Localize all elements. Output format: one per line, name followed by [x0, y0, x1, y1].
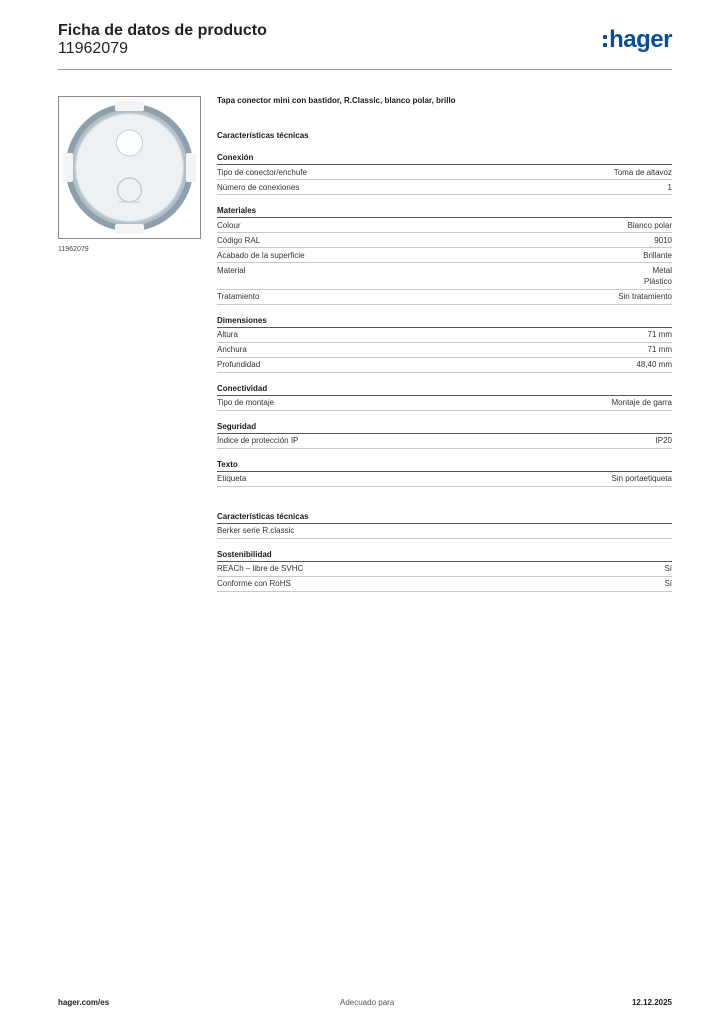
- section-heading: Conexión: [217, 152, 672, 165]
- spec-label: Tipo de conector/enchufe: [217, 167, 307, 177]
- spec-value: Montaje de garra: [611, 398, 672, 407]
- spec-value: Blanco polar: [627, 220, 672, 230]
- spec-row: [217, 248, 672, 263]
- spec-label: Material: [217, 265, 246, 275]
- footer-date: 12.12.2025: [631, 998, 672, 1007]
- spec-value: Sí: [664, 564, 672, 573]
- spec-value: Brillante: [643, 250, 672, 260]
- spec-row: [217, 524, 672, 539]
- section-heading: Dimensiones: [217, 315, 672, 328]
- spec-row: [217, 328, 672, 343]
- spec-value-2: Plástico: [643, 277, 672, 286]
- tech-heading: Características técnicas: [217, 131, 309, 140]
- spec-label: Índice de protección IP: [217, 436, 299, 445]
- spec-value: 9010: [654, 235, 672, 245]
- spec-label: Tipo de montaje: [217, 398, 275, 407]
- footer-website-link[interactable]: hager.com/es: [58, 998, 110, 1007]
- spec-row: [217, 290, 672, 305]
- spec-label: Conforme con RoHS: [217, 579, 291, 588]
- spec-row: [217, 396, 672, 411]
- section-heading: Seguridad: [217, 421, 672, 434]
- section-heading: Sostenibilidad: [217, 549, 672, 562]
- spec-label: REACh – libre de SVHC: [217, 564, 304, 573]
- spec-row: [217, 233, 672, 248]
- section-heading: Texto: [217, 459, 672, 472]
- section-materiales: [217, 205, 672, 305]
- header-divider: [58, 69, 672, 70]
- spec-value-multi: [644, 265, 672, 288]
- spec-row: [217, 263, 672, 290]
- section-sostenibilidad: [217, 549, 672, 592]
- spec-value: 1: [667, 182, 672, 192]
- spec-label: Profundidad: [217, 360, 261, 369]
- spec-row: [217, 165, 672, 180]
- spec-value: IP20: [655, 436, 672, 445]
- section-texto: [217, 459, 672, 487]
- logo-text: hager: [609, 26, 672, 53]
- section-heading: Conectividad: [217, 383, 672, 396]
- spec-label: Berker serie R.classic: [217, 526, 295, 535]
- spec-row: [217, 472, 672, 487]
- hager-logo: [603, 28, 672, 52]
- section-tech2: [217, 511, 672, 539]
- spec-value: 48,40 mm: [636, 360, 672, 369]
- product-image: [58, 96, 201, 239]
- section-heading: Materiales: [217, 205, 672, 218]
- section-seguridad: [217, 421, 672, 449]
- spec-value: 71 mm: [647, 330, 672, 339]
- spec-label: Código RAL: [217, 235, 261, 245]
- spec-label: Anchura: [217, 345, 247, 354]
- spec-row: [217, 218, 672, 233]
- spec-row: [217, 434, 672, 449]
- spec-value: Metal: [652, 265, 672, 275]
- product-code: 11962079: [58, 40, 128, 57]
- section-dimensiones: [217, 315, 672, 373]
- spec-value: Toma de altavoz: [613, 167, 672, 177]
- spec-value: Sí: [664, 579, 672, 588]
- spec-label: Tratamiento: [217, 292, 260, 301]
- section-heading: Características técnicas: [217, 511, 672, 524]
- spec-row: [217, 577, 672, 592]
- spec-row: [217, 180, 672, 195]
- product-title: Tapa conector mini con bastidor, R.Classic, blanco polar, brillo: [217, 96, 456, 105]
- spec-content: [217, 96, 672, 592]
- spec-value: Sin tratamiento: [618, 292, 672, 301]
- spec-value: 71 mm: [647, 345, 672, 354]
- spec-label: Colour: [217, 220, 241, 230]
- spec-label: Altura: [217, 330, 238, 339]
- page-title: Ficha de datos de producto: [58, 22, 267, 39]
- spec-value: Sin portaetiqueta: [611, 474, 672, 483]
- spec-label: Acabado de la superficie: [217, 250, 305, 260]
- spec-row: [217, 562, 672, 577]
- section-conexion: [217, 152, 672, 195]
- spec-row: [217, 343, 672, 358]
- logo-dots-icon: [603, 35, 607, 47]
- footer-suitable-for: Adecuado para: [340, 998, 395, 1007]
- section-conectividad: [217, 383, 672, 411]
- spec-label: Número de conexiones: [217, 182, 300, 192]
- image-caption: 11962079: [58, 246, 89, 253]
- spec-label: Etiqueta: [217, 474, 247, 483]
- spec-row: [217, 358, 672, 373]
- product-photo-icon: [59, 97, 200, 238]
